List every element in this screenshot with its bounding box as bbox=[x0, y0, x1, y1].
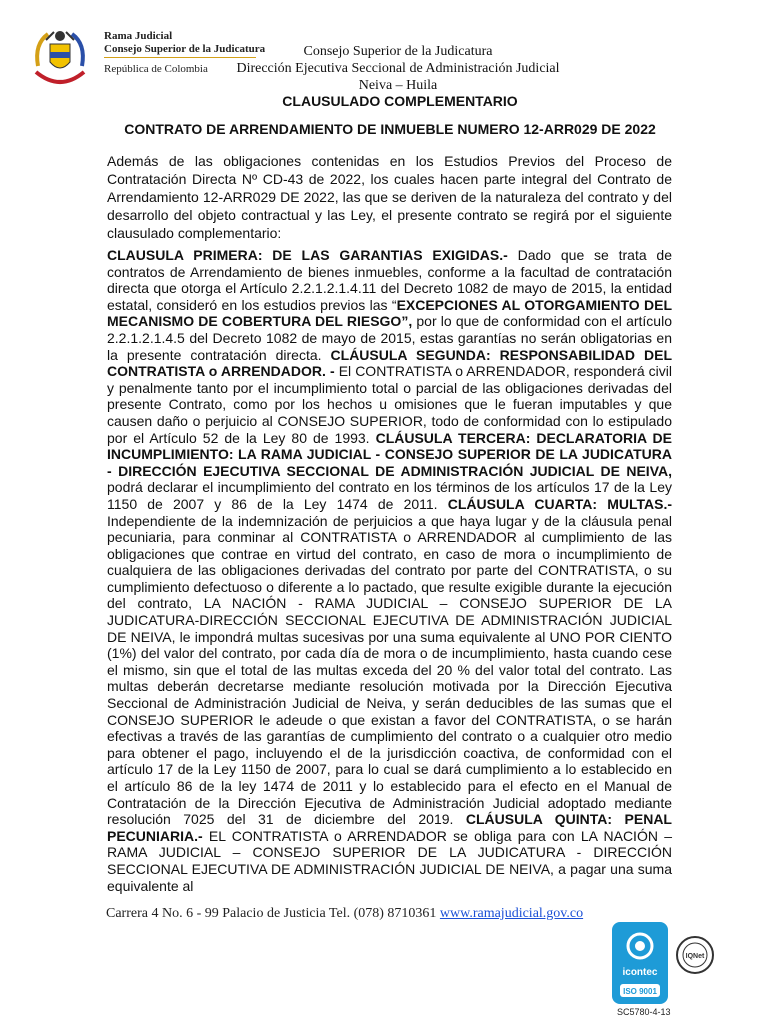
clause-text: por lo que de conformidad con el artículo 2.2.1.2.1.4.5 del Decreto 1082 de mayo de 2015, estas garantías no serán obligatorias en la presente contratación directa. bbox=[107, 313, 672, 363]
header-line-3: Neiva – Huila bbox=[358, 78, 438, 93]
header-line-2: Dirección Ejecutiva Seccional de Administración Judicial bbox=[236, 61, 560, 76]
logo-line-rama-judicial: Rama Judicial bbox=[104, 30, 173, 42]
iso-label: ISO 9001 bbox=[623, 987, 657, 996]
logo-line-consejo: Consejo Superior de la Judicatura bbox=[104, 43, 266, 55]
document-title: CLAUSULADO COMPLEMENTARIO bbox=[282, 93, 518, 109]
icontec-label: icontec bbox=[622, 967, 658, 978]
clause-text: Independiente de la indemnización de perjuicios a que haya lugar y de la cláusula penal pecuniaria, para conminar al CONTRATISTA o ARRENDADOR al cumplimiento de las obligaciones que contrae en virtud del contrato, en caso de mora o incumplimiento de cualquiera de las obligaciones derivadas del contrato por parte del CONTRATISTA, o su cumplimiento defectuoso o diferente a lo pactado, que resulte exigible durante la ejecución del contrato, LA NACIÓN - RAMA JUDICIAL – CONSEJO SUPERIOR DE LA JUDICATURA-DIRECCIÓN SECCIONAL EJECUTIVA DE ADMINISTRACIÓN JUDICIAL DE NEIVA, le impondrá multas sucesivas por una suma equivalente al UNO POR CIENTO (1%) del valor del contrato, por cada día de mora o de incumplimiento, hasta cuando cese el mismo, sin que el total de las multas exceda del 20 % del valor total del contrato. Las multas deberán decretarse mediante resolución motivada por la Dirección Ejecutiva Seccional de Administración Judicial de Neiva, y serán deducibles de las sumas que el CONSEJO SUPERIOR le adeude o que existan a favor del CONTRATISTA, o se harán efectivas a través de las garantías de cumplimiento del contrato o a cualquier otro medio para obtener el pago, incluyendo el de la jurisdicción coactiva, de conformidad con el artículo 17 de la Ley 1150 de 2007, para lo cual se dará cumplimiento a lo establecido en el artículo 86 de la ley 1474 de 2011 y lo establecido para el efecto en el Manual de Contratación de la Dirección Ejecutiva de Administración Judicial adoptado mediante resolución 7025 del 31 de diciembre del 2019. bbox=[107, 512, 672, 828]
clause-heading: CLAUSULA PRIMERA: DE LAS GARANTIAS EXIGIDAS.- bbox=[107, 247, 518, 263]
clause-heading: CLÁUSULA CUARTA: MULTAS.- bbox=[447, 495, 673, 512]
iqnet-label: IQNet bbox=[685, 953, 705, 960]
intro-paragraph: Además de las obligaciones contenidas en los Estudios Previos del Proceso de Contratación Directa Nº CD-43 de 2022, los cuales hacen parte integral del Contrato de Arrendamiento 12-ARR029 DE 2022, las que se deriven de la naturaleza del contrato y del desarrollo del objeto contractual y las Ley, el presente contrato se regirá por el siguiente clausulado complementario: bbox=[107, 153, 672, 241]
clause-text: EL CONTRATISTA o ARRENDADOR se obliga para con LA NACIÓN – RAMA JUDICIAL – CONSEJO SUPERIOR DE LA JUDICATURA - DIRECCIÓN SECCIONAL EJECUTIVA DE ADMINISTRACIÓN JUDICIAL DE NEIVA, a pagar una suma equivalente al bbox=[107, 827, 672, 894]
iqnet-certification-icon bbox=[675, 935, 715, 975]
certificate-code: SC5780-4-13 bbox=[617, 1007, 671, 1017]
clause-heading: EXCEPCIONES AL OTORGAMIENTO DEL MECANISMO DE COBERTURA DEL RIESGO”, bbox=[107, 296, 672, 330]
logo-line-republica: República de Colombia bbox=[104, 63, 208, 75]
clause-text: podrá declarar el incumplimiento del contrato en los términos de los artículos 17 de la Ley 1150 de 2007 y 86 de la Ley 1474 de 2011. bbox=[107, 479, 672, 512]
icontec-certification-icon bbox=[612, 922, 668, 1004]
contract-title: CONTRATO DE ARRENDAMIENTO DE INMUEBLE NUMERO 12-ARR029 DE 2022 bbox=[124, 121, 656, 137]
clause-text: El CONTRATISTA o ARRENDADOR, responderá civil y penalmente tanto por el incumplimiento total o parcial de las obligaciones derivadas del presente Contrato, como por los hechos u omisiones que le fueran imputables y que causen daño o perjuicio al CONSEJO SUPERIOR, todo de conformidad con lo estipulado por el Artículo 52 de la Ley 80 de 1993. bbox=[107, 363, 673, 446]
clauses-paragraph bbox=[107, 247, 672, 894]
header-line-1: Consejo Superior de la Judicatura bbox=[303, 44, 493, 59]
clause-heading: CLÁUSULA SEGUNDA: RESPONSABILIDAD DEL CONTRATISTA o ARRENDADOR. - bbox=[107, 346, 672, 380]
clause-text: Dado que se trata de contratos de Arrendamiento de bienes inmuebles, conforme a la facultad de contratación directa que otorga el Artículo 2.2.1.2.1.4.11 del Decreto 1082 de mayo de 2015, la entidad estatal, consideró en los estudios previos las “ bbox=[107, 247, 672, 313]
website-link[interactable]: www.ramajudicial.gov.co bbox=[439, 906, 584, 921]
footer-address-text: Carrera 4 No. 6 - 99 Palacio de Justicia Tel. (078) 8710361 bbox=[106, 906, 440, 921]
footer-address bbox=[106, 906, 583, 922]
clause-heading: CLÁUSULA TERCERA: DECLARATORIA DE INCUMPLIMIENTO: LA RAMA JUDICIAL - CONSEJO SUPERIOR DE LA JUDICATURA - DIRECCIÓN EJECUTIVA SECCIONAL DE ADMINISTRACIÓN JUDICIAL DE NEIVA, bbox=[107, 429, 672, 479]
clause-heading: CLÁUSULA QUINTA: PENAL PECUNIARIA.- bbox=[107, 811, 672, 844]
